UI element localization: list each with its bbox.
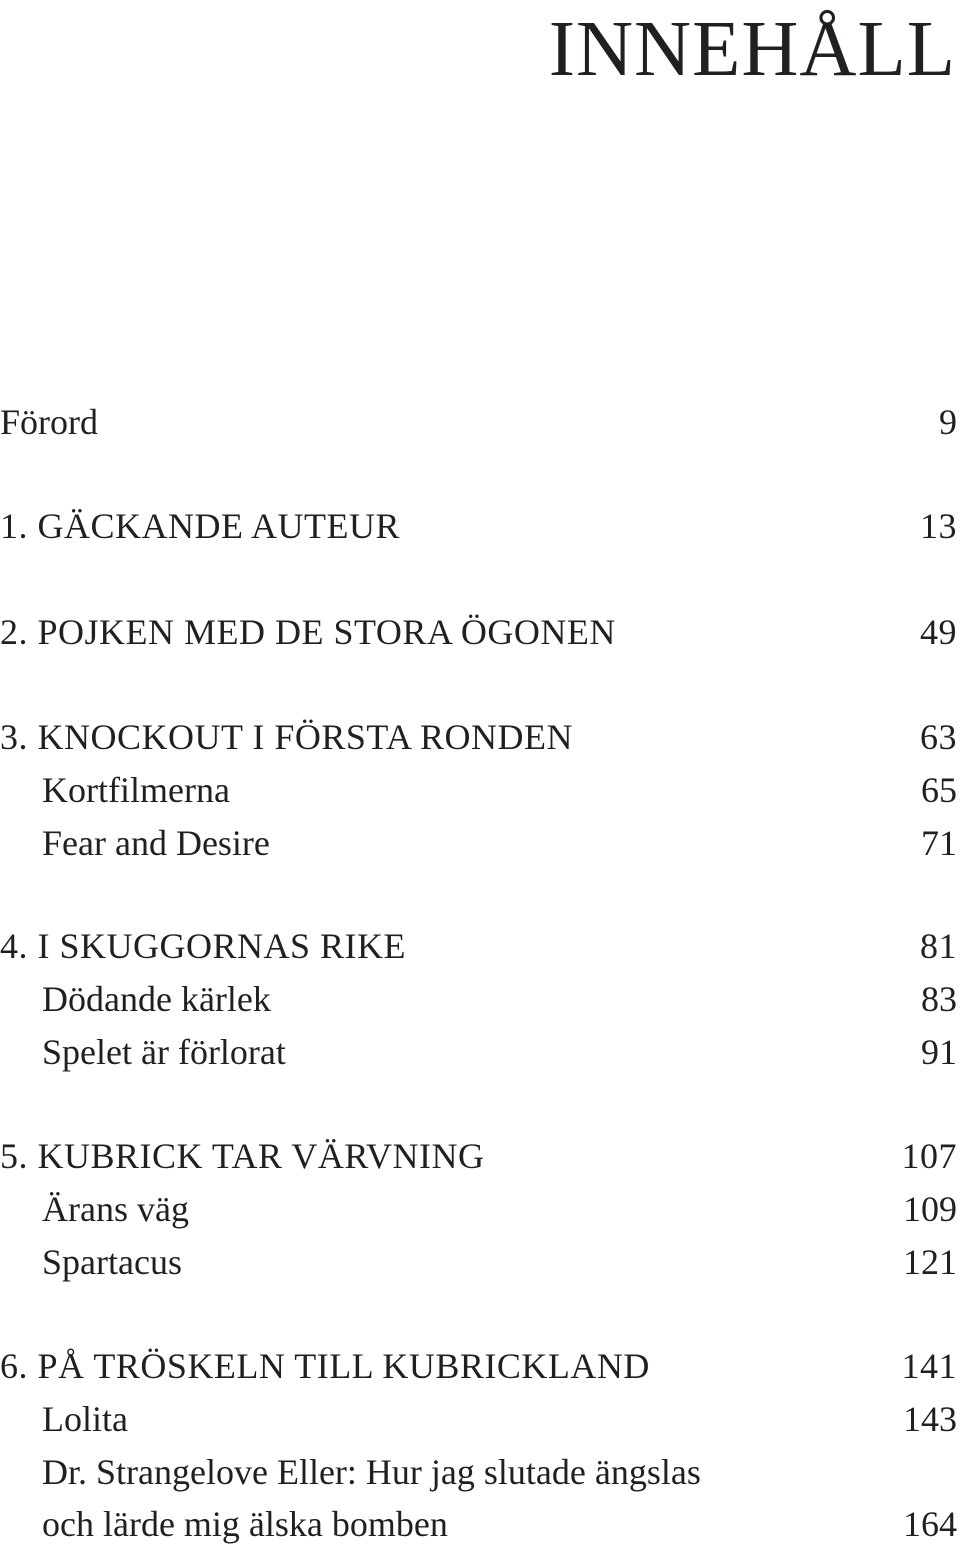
toc-section bbox=[0, 1393, 960, 1445]
toc-section bbox=[0, 1446, 960, 1498]
toc-entry-page: 109 bbox=[903, 1189, 957, 1229]
toc-entry-page: 141 bbox=[901, 1346, 957, 1386]
toc-section bbox=[0, 1026, 960, 1078]
toc-entry-page: 49 bbox=[920, 612, 957, 652]
toc-entry-preface bbox=[0, 396, 960, 448]
toc-entry-label: Spelet är förlorat bbox=[42, 1032, 286, 1072]
toc-section bbox=[0, 973, 960, 1025]
toc-section bbox=[0, 1498, 960, 1550]
toc-entry-page: 143 bbox=[903, 1399, 957, 1439]
toc-entry-label: Ärans väg bbox=[42, 1189, 189, 1229]
toc-entry-label: 1. GÄCKANDE AUTEUR bbox=[0, 506, 400, 546]
toc-entry-page: 63 bbox=[920, 717, 957, 757]
toc-entry-page: 91 bbox=[921, 1032, 957, 1072]
toc-chapter-4 bbox=[0, 920, 960, 972]
toc-entry-label: Förord bbox=[0, 402, 98, 442]
toc-entry-page: 65 bbox=[921, 770, 957, 810]
toc-chapter-1 bbox=[0, 500, 960, 552]
toc-chapter-2 bbox=[0, 606, 960, 658]
toc-entry-label: och lärde mig älska bomben bbox=[42, 1504, 448, 1544]
toc-entry-label: 2. POJKEN MED DE STORA ÖGONEN bbox=[0, 612, 616, 652]
toc-chapter-3 bbox=[0, 711, 960, 763]
toc-entry-label: 4. I SKUGGORNAS RIKE bbox=[0, 926, 407, 966]
toc-entry-page: 13 bbox=[920, 506, 957, 546]
toc-section bbox=[0, 764, 960, 816]
toc-entry-page: 164 bbox=[903, 1504, 957, 1544]
page-title: INNEHÅLL bbox=[548, 6, 956, 93]
toc-entry-label: Kortfilmerna bbox=[42, 770, 230, 810]
toc-section bbox=[0, 1236, 960, 1288]
toc-entry-page: 9 bbox=[939, 402, 957, 442]
toc-entry-label: Fear and Desire bbox=[42, 823, 270, 863]
toc-entry-page: 121 bbox=[903, 1242, 957, 1282]
toc-entry-page: 71 bbox=[921, 823, 957, 863]
toc-section bbox=[0, 817, 960, 869]
toc-entry-label: Lolita bbox=[42, 1399, 128, 1439]
toc-entry-label: Dödande kärlek bbox=[42, 979, 271, 1019]
toc-entry-label: Spartacus bbox=[42, 1242, 182, 1282]
toc-entry-label: 3. KNOCKOUT I FÖRSTA RONDEN bbox=[0, 717, 573, 757]
toc-entry-label: 6. PÅ TRÖSKELN TILL KUBRICKLAND bbox=[0, 1346, 650, 1386]
toc-entry-label: 5. KUBRICK TAR VÄRVNING bbox=[0, 1136, 485, 1176]
toc-entry-page: 107 bbox=[901, 1136, 957, 1176]
toc-entry-page: 83 bbox=[921, 979, 957, 1019]
toc-chapter-6 bbox=[0, 1340, 960, 1392]
toc-section bbox=[0, 1183, 960, 1235]
toc-chapter-5 bbox=[0, 1130, 960, 1182]
toc-entry-label: Dr. Strangelove Eller: Hur jag slutade ängslas bbox=[42, 1452, 701, 1492]
toc-entry-page: 81 bbox=[920, 926, 957, 966]
